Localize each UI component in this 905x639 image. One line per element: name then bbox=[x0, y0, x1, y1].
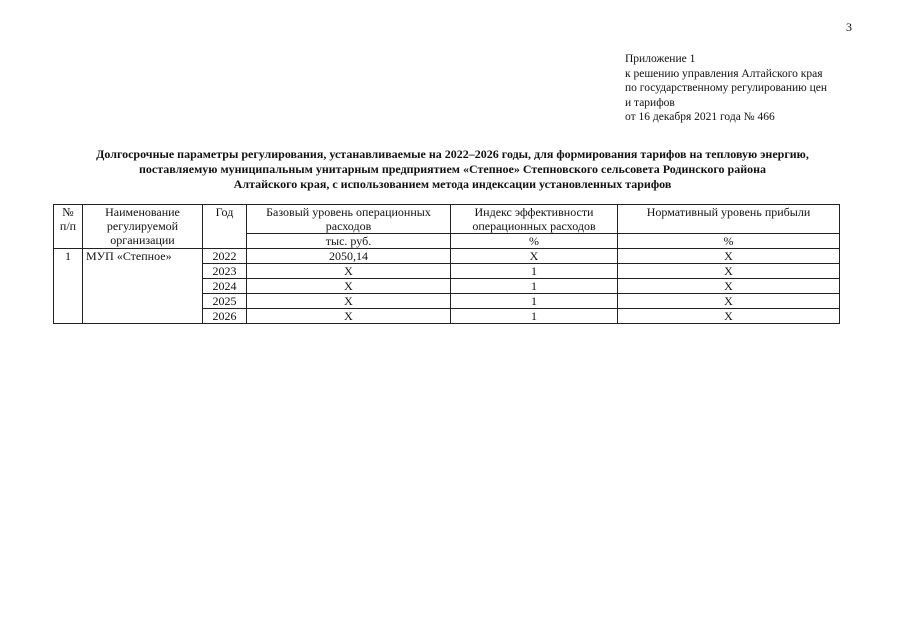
header-row bbox=[54, 205, 840, 234]
appendix-line: Приложение 1 bbox=[625, 53, 696, 65]
cell-year: 2023 bbox=[203, 264, 247, 279]
appendix-line: от 16 декабря 2021 года № 466 bbox=[625, 111, 775, 123]
cell-base: X bbox=[247, 264, 451, 279]
cell-profit: X bbox=[618, 249, 840, 264]
cell-base: X bbox=[247, 294, 451, 309]
header-profit: Нормативный уровень прибыли bbox=[618, 205, 840, 234]
cell-index: 1 bbox=[451, 294, 618, 309]
cell-profit: X bbox=[618, 264, 840, 279]
parameters-table bbox=[53, 204, 840, 324]
header-year: Год bbox=[203, 205, 247, 249]
cell-index: X bbox=[451, 249, 618, 264]
appendix-block bbox=[625, 52, 827, 125]
header-org: Наименование регулируемой организации bbox=[83, 205, 203, 249]
unit-profit: % bbox=[618, 234, 840, 249]
cell-index: 1 bbox=[451, 279, 618, 294]
organization-name: МУП «Степное» bbox=[83, 249, 203, 324]
cell-base: 2050,14 bbox=[247, 249, 451, 264]
page-number: 3 bbox=[846, 20, 852, 34]
appendix-line: и тарифов bbox=[625, 96, 675, 109]
cell-year: 2022 bbox=[203, 249, 247, 264]
cell-index: 1 bbox=[451, 264, 618, 279]
row-number: 1 bbox=[54, 249, 83, 324]
appendix-line: к решению управления Алтайского края bbox=[625, 67, 823, 80]
title-line: Алтайского края, с использованием метода индексации установленных тарифов bbox=[233, 177, 672, 191]
title-line: поставляемую муниципальным унитарным предприятием «Степное» Степновского сельсовета Родинского района bbox=[138, 162, 767, 176]
appendix-line: по государственному регулированию цен bbox=[625, 82, 828, 94]
unit-index: % bbox=[451, 234, 618, 249]
title-line: Долгосрочные параметры регулирования, устанавливаемые на 2022–2026 годы, для формирования тарифов на тепловую энергию, bbox=[96, 147, 809, 161]
header-num: № п/п bbox=[54, 205, 83, 249]
cell-year: 2026 bbox=[203, 309, 247, 324]
cell-profit: X bbox=[618, 309, 840, 324]
header-base: Базовый уровень операционных расходов bbox=[247, 205, 451, 234]
cell-year: 2024 bbox=[203, 279, 247, 294]
cell-base: X bbox=[247, 309, 451, 324]
unit-base: тыс. руб. bbox=[247, 234, 451, 249]
cell-profit: X bbox=[618, 294, 840, 309]
cell-index: 1 bbox=[451, 309, 618, 324]
table-row bbox=[54, 249, 840, 264]
cell-year: 2025 bbox=[203, 294, 247, 309]
document-title bbox=[30, 147, 875, 192]
cell-base: X bbox=[247, 279, 451, 294]
cell-profit: X bbox=[618, 279, 840, 294]
header-index: Индекс эффективности операционных расходов bbox=[451, 205, 618, 234]
